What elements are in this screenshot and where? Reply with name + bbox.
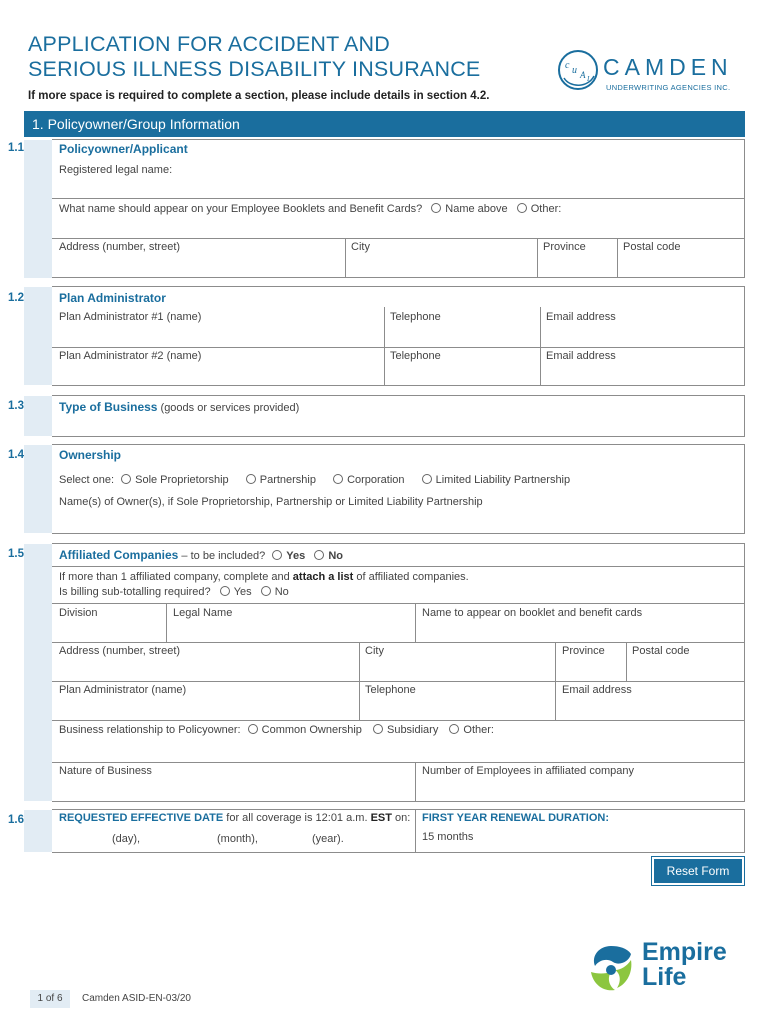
business-type-label <box>59 400 299 414</box>
divider <box>166 603 167 642</box>
partnership-radio[interactable] <box>246 474 256 484</box>
section-number-1-2: 1.2 <box>8 292 24 304</box>
reset-form-button[interactable]: Reset Form <box>652 857 744 885</box>
affiliate-province-label: Province <box>562 645 605 657</box>
admin1-telephone-label: Telephone <box>390 311 441 323</box>
num-column-1-4 <box>24 445 52 533</box>
page-number: 1 of 6 <box>30 990 70 1008</box>
section-number-1-5: 1.5 <box>8 548 24 560</box>
section-number-1-6: 1.6 <box>8 814 24 826</box>
effective-date-row <box>59 812 410 824</box>
billing-row <box>59 586 289 598</box>
select-one-label: Select one: <box>59 474 115 486</box>
subsidiary-label: Subsidiary <box>386 724 439 736</box>
form-code: Camden ASID-EN-03/20 <box>82 993 191 1004</box>
address-label: Address (number, street) <box>59 241 181 253</box>
affiliated-no-label: No <box>328 550 343 562</box>
affiliated-yes-radio[interactable] <box>272 550 282 560</box>
year-label: (year). <box>312 833 344 845</box>
billing-question: Is billing sub-totalling required? <box>59 586 211 598</box>
num-column-1-1 <box>24 140 52 278</box>
affiliated-heading: Affiliated Companies <box>59 548 179 562</box>
space-instruction: If more space is required to complete a section, please include details in section 4.2. <box>28 90 490 102</box>
attach-list-instruction <box>59 571 469 583</box>
sole-proprietorship-radio[interactable] <box>121 474 131 484</box>
section-number-1-4: 1.4 <box>8 449 24 461</box>
ownership-box <box>52 444 745 534</box>
relationship-label: Business relationship to Policyowner: <box>59 724 241 736</box>
svg-text:A: A <box>580 70 586 80</box>
policyowner-heading: Policyowner/Applicant <box>59 142 188 156</box>
legal-name-label: Registered legal name: <box>59 164 173 176</box>
affiliate-address-label: Address (number, street) <box>59 645 181 657</box>
est-label: EST <box>370 812 392 824</box>
affiliate-admin-label: Plan Administrator (name) <box>59 684 187 696</box>
city-label: City <box>351 241 370 253</box>
effective-date-on: on: <box>395 812 411 824</box>
booklet-name-question <box>59 203 561 215</box>
name-above-label: Name above <box>445 203 508 215</box>
month-label: (month), <box>217 833 258 845</box>
nature-of-business-label: Nature of Business <box>59 765 152 777</box>
admin1-email-label: Email address <box>546 311 616 323</box>
other-relationship-label: Other: <box>463 724 494 736</box>
divider <box>52 566 745 567</box>
division-label: Division <box>59 607 98 619</box>
plan-admin-heading: Plan Administrator <box>59 291 166 305</box>
day-label: (day), <box>112 833 141 845</box>
divider <box>617 238 618 278</box>
divider <box>415 809 416 853</box>
billing-no-radio[interactable] <box>261 586 271 596</box>
divider <box>52 347 745 348</box>
llp-radio[interactable] <box>422 474 432 484</box>
divider <box>52 238 745 239</box>
divider <box>345 238 346 278</box>
billing-no-label: No <box>274 586 289 598</box>
num-column-1-2 <box>24 287 52 385</box>
other-name-label: Other: <box>530 203 562 215</box>
billing-yes-radio[interactable] <box>220 586 230 596</box>
camden-wordmark: CAMDEN <box>603 54 733 80</box>
svg-text:c: c <box>565 60 570 71</box>
affiliated-heading-row <box>59 548 343 562</box>
ownership-options <box>59 474 570 486</box>
affiliated-yes-label: Yes <box>286 550 306 562</box>
empire-life-logo <box>585 940 745 1000</box>
effective-date-label: REQUESTED EFFECTIVE DATE <box>59 812 224 824</box>
divider <box>52 720 745 721</box>
partnership-label: Partnership <box>259 474 316 486</box>
divider <box>52 642 745 643</box>
affiliate-postal-label: Postal code <box>632 645 690 657</box>
corporation-label: Corporation <box>347 474 405 486</box>
renewal-duration-value: 15 months <box>422 831 474 843</box>
num-column-1-6 <box>24 810 52 852</box>
affiliate-city-label: City <box>365 645 384 657</box>
province-label: Province <box>543 241 586 253</box>
booklet-name-label: Name to appear on booklet and benefit cards <box>422 607 643 619</box>
divider <box>52 681 745 682</box>
common-ownership-radio[interactable] <box>248 724 258 734</box>
num-column-1-3 <box>24 396 52 436</box>
section-1-header: 1. Policyowner/Group Information <box>24 111 745 137</box>
attach-list-text-b: attach a list <box>292 571 354 583</box>
employee-count-label: Number of Employees in affiliated company <box>422 765 634 777</box>
owners-names-label: Name(s) of Owner(s), if Sole Proprietorship, Partnership or Limited Liability Partnership <box>59 496 483 508</box>
affiliated-no-radio[interactable] <box>314 550 324 560</box>
affiliate-legal-name-label: Legal Name <box>173 607 233 619</box>
attach-list-text-a: If more than 1 affiliated company, complete and <box>59 571 290 583</box>
other-name-radio[interactable] <box>517 203 527 213</box>
affiliate-email-label: Email address <box>562 684 632 696</box>
divider <box>52 603 745 604</box>
common-ownership-label: Common Ownership <box>261 724 362 736</box>
attach-list-text-c: of affiliated companies. <box>356 571 469 583</box>
booklet-name-question-text: What name should appear on your Employee Booklets and Benefit Cards? <box>59 203 423 215</box>
camden-logo <box>556 48 746 98</box>
divider <box>537 238 538 278</box>
divider <box>52 198 745 199</box>
admin1-label: Plan Administrator #1 (name) <box>59 311 202 323</box>
section-number-1-1: 1.1 <box>8 142 24 154</box>
sole-proprietorship-label: Sole Proprietorship <box>135 474 229 486</box>
admin2-label: Plan Administrator #2 (name) <box>59 350 202 362</box>
name-above-radio[interactable] <box>431 203 441 213</box>
effective-date-text: for all coverage is 12:01 a.m. <box>226 812 368 824</box>
camden-tagline: UNDERWRITING AGENCIES INC. <box>606 83 731 92</box>
num-column-1-5 <box>24 544 52 801</box>
empire-wordmark: Empire <box>642 938 727 966</box>
form-title <box>28 32 528 82</box>
form-title-line2: SERIOUS ILLNESS DISABILITY INSURANCE <box>28 57 481 81</box>
ownership-heading: Ownership <box>59 448 122 462</box>
llp-label: Limited Liability Partnership <box>435 474 571 486</box>
life-wordmark: Life <box>642 963 687 991</box>
billing-yes-label: Yes <box>233 586 252 598</box>
postal-code-label: Postal code <box>623 241 681 253</box>
renewal-duration-label: FIRST YEAR RENEWAL DURATION: <box>422 812 610 824</box>
affiliate-telephone-label: Telephone <box>365 684 416 696</box>
corporation-radio[interactable] <box>333 474 343 484</box>
divider <box>415 603 416 642</box>
empire-life-swirl-icon <box>585 942 637 994</box>
business-type-heading: Type of Business <box>59 400 158 414</box>
form-title-line1: APPLICATION FOR ACCIDENT AND <box>28 32 391 56</box>
divider <box>415 762 416 802</box>
divider <box>626 642 627 681</box>
subsidiary-radio[interactable] <box>373 724 383 734</box>
other-relationship-radio[interactable] <box>449 724 459 734</box>
admin2-telephone-label: Telephone <box>390 350 441 362</box>
relationship-row <box>59 724 494 736</box>
section-number-1-3: 1.3 <box>8 400 24 412</box>
svg-text:I: I <box>587 75 590 83</box>
svg-text:u: u <box>572 65 577 76</box>
admin2-email-label: Email address <box>546 350 616 362</box>
divider <box>52 762 745 763</box>
camden-monogram-icon <box>556 48 600 92</box>
affiliated-question: – to be included? <box>181 550 266 562</box>
business-type-detail: (goods or services provided) <box>160 402 300 414</box>
